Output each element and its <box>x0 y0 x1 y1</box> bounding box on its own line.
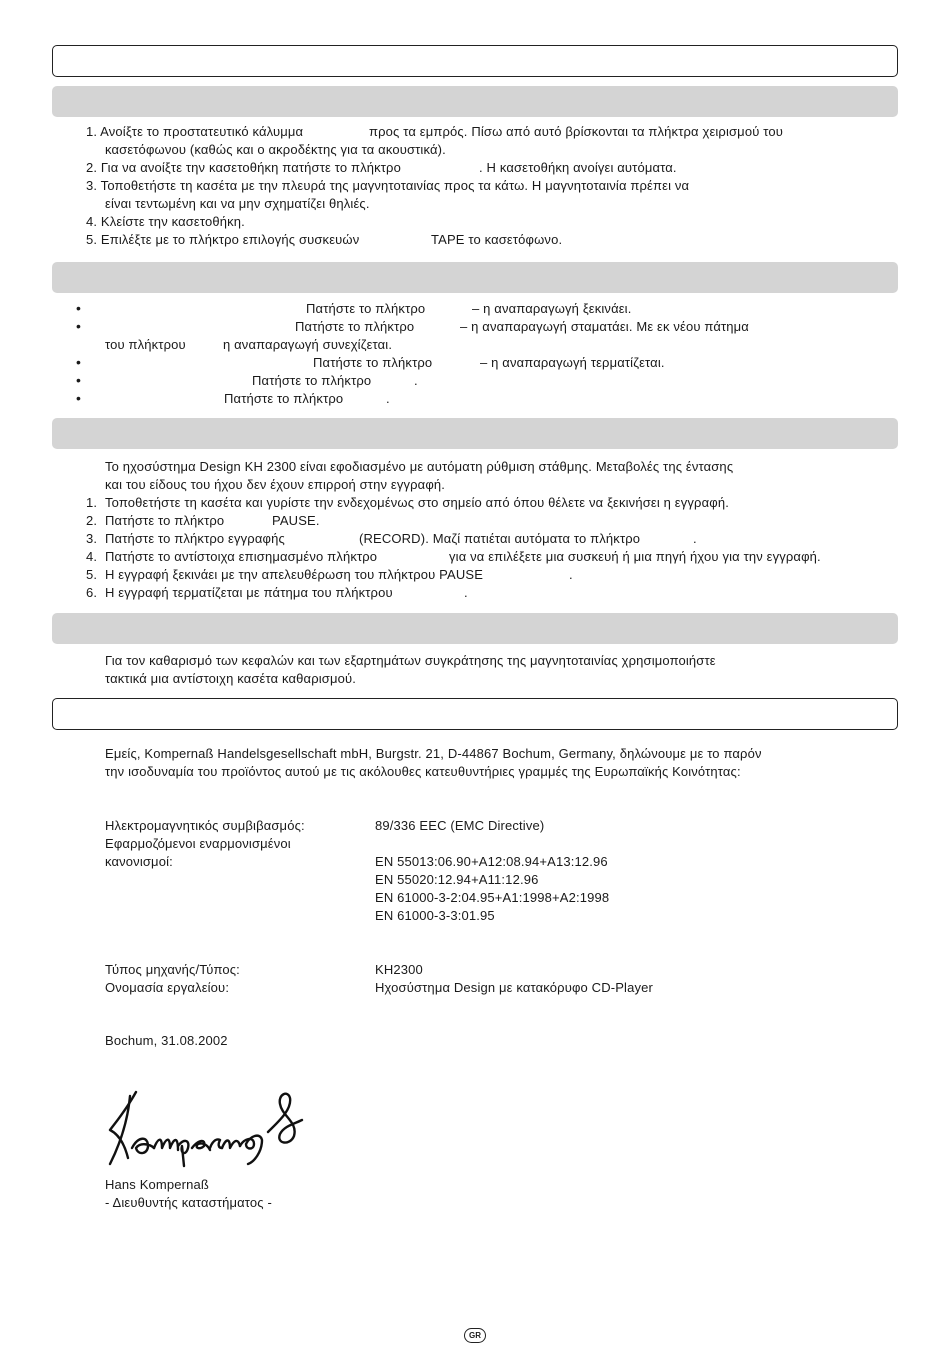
name-label: Ονομασία εργαλείου: <box>105 980 230 995</box>
rec-step-num: 6. <box>86 585 98 600</box>
forward-text-b: . <box>386 391 390 406</box>
step-1a: 1. Ανοίξτε το προστατευτικό κάλυμμα <box>86 124 304 139</box>
declaration-intro-2: την ισοδυναμία του προϊόντος αυτού με τις ακόλουθες κατευθυντήριες γραμμές της Ευρωπαϊκής Κοινότητας: <box>105 764 741 779</box>
place-date: Bochum, 31.08.2002 <box>105 1033 228 1048</box>
pause-text-c: του πλήκτρου <box>105 337 186 352</box>
bullet-marker: • <box>76 300 81 316</box>
type-label: Τύπος μηχανής/Τύπος: <box>105 962 240 977</box>
recording-intro-1: Το ηχοσύστημα Design KH 2300 είναι εφοδιασμένο με αυτόματη ρύθμιση στάθμης. Μεταβολές της έντασης <box>105 459 734 474</box>
forward-text-a: Πατήστε το πλήκτρο <box>224 391 344 406</box>
step-5a: 5. Επιλέξτε με το πλήκτρο επιλογής συσκευών <box>86 232 360 247</box>
rec-step-4b: για να επιλέξετε μια συσκευή ή μια πηγή ήχου για την εγγραφή. <box>449 549 821 564</box>
step-3a: 3. Τοποθετήστε τη κασέτα με την πλευρά της μαγνητοταινίας προς τα κάτω. Η μαγνητοταινία πρέπει να <box>86 178 690 193</box>
rec-step-2b: PAUSE. <box>272 513 320 528</box>
pause-text-b: – η αναπαραγωγή σταματάει. Με εκ νέου πάτημα <box>460 319 749 334</box>
standard-item: EN 55013:06.90+A12:08.94+A13:12.96 <box>375 854 608 869</box>
pause-text-d: η αναπαραγωγή συνεχίζεται. <box>223 337 393 352</box>
emc-label: Ηλεκτρομαγνητικός συμβιβασμός: <box>105 818 305 833</box>
signature <box>104 1088 309 1168</box>
signatory-title: - Διευθυντής καταστήματος - <box>105 1195 272 1210</box>
stop-text-a: Πατήστε το πλήκτρο <box>313 355 433 370</box>
rec-step-num: 4. <box>86 549 98 564</box>
rec-step-3c: . <box>693 531 697 546</box>
rec-step-6b: . <box>464 585 468 600</box>
rec-step-5b: . <box>569 567 573 582</box>
step-2b: . Η κασετοθήκη ανοίγει αυτόματα. <box>479 160 677 175</box>
bullet-marker: • <box>76 372 81 388</box>
step-2a: 2. Για να ανοίξτε την κασετοθήκη πατήστε το πλήκτρο <box>86 160 401 175</box>
bullet-marker: • <box>76 318 81 334</box>
subsection-band-recording <box>52 418 898 449</box>
bullet-marker: • <box>76 390 81 406</box>
declaration-header-box <box>52 698 898 730</box>
rec-step-num: 3. <box>86 531 98 546</box>
rec-step-num: 1. <box>86 495 98 510</box>
subsection-band-cleaning <box>52 613 898 644</box>
pause-text-a: Πατήστε το πλήκτρο <box>295 319 415 334</box>
subsection-band-playback <box>52 262 898 293</box>
rec-step-2a: Πατήστε το πλήκτρο <box>105 513 225 528</box>
step-1b: προς τα εμπρός. Πίσω από αυτό βρίσκονται τα πλήκτρα χειρισμού του <box>369 124 783 139</box>
recording-intro-2: και του είδους του ήχου δεν έχουν επιρροή στην εγγραφή. <box>105 477 446 492</box>
play-text-1a: Πατήστε το πλήκτρο <box>306 301 426 316</box>
step-3b: είναι τεντωμένη και να μην σχηματίζει θηλιές. <box>105 196 370 211</box>
standards-label-1: Εφαρμοζόμενοι εναρμονισμένοι <box>105 836 291 851</box>
bullet-marker: • <box>76 354 81 370</box>
step-4: 4. Κλείστε την κασετοθήκη. <box>86 214 245 229</box>
emc-value: 89/336 EEC (EMC Directive) <box>375 818 545 833</box>
signatory-name: Hans Kompernaß <box>105 1177 209 1192</box>
rewind-text-b: . <box>414 373 418 388</box>
type-value: KH2300 <box>375 962 423 977</box>
stop-text-b: – η αναπαραγωγή τερματίζεται. <box>480 355 665 370</box>
step-5b: TAPE το κασετόφωνο. <box>431 232 563 247</box>
language-badge: GR <box>464 1328 486 1343</box>
subsection-band-insert <box>52 86 898 117</box>
cleaning-line-2: τακτικά μια αντίστοιχη κασέτα καθαρισμού. <box>105 671 357 686</box>
step-1c: κασετόφωνου (καθώς και ο ακροδέκτης για τα ακουστικά). <box>105 142 446 157</box>
cleaning-line-1: Για τον καθαρισμό των κεφαλών και των εξαρτημάτων συγκράτησης της μαγνητοταινίας χρησιμοποιήστε <box>105 653 716 668</box>
declaration-intro-1: Εμείς, Kompernaß Handelsgesellschaft mbH, Burgstr. 21, D-44867 Bochum, Germany, δηλώνουμε με το παρόν <box>105 746 762 761</box>
play-text-1b: – η αναπαραγωγή ξεκινάει. <box>472 301 632 316</box>
rec-step-4a: Πατήστε το αντίστοιχα επισημασμένο πλήκτρο <box>105 549 378 564</box>
rec-step-3b: (RECORD). Μαζί πατιέται αυτόματα το πλήκτρο <box>359 531 641 546</box>
rec-step-6a: Η εγγραφή τερματίζεται με πάτημα του πλήκτρου <box>105 585 393 600</box>
rec-step-5a: Η εγγραφή ξεκινάει με την απελευθέρωση του πλήκτρου PAUSE <box>105 567 484 582</box>
standard-item: EN 55020:12.94+A11:12.96 <box>375 872 539 887</box>
rec-step-1: Τοποθετήστε τη κασέτα και γυρίστε την ενδεχομένως στο σημείο από όπου θέλετε να ξεκινήσει η εγγραφή. <box>105 495 729 510</box>
section-header-box <box>52 45 898 77</box>
standards-label-2: κανονισμοί: <box>105 854 173 869</box>
rec-step-num: 5. <box>86 567 98 582</box>
standard-item: EN 61000-3-2:04.95+A1:1998+A2:1998 <box>375 890 610 905</box>
rewind-text-a: Πατήστε το πλήκτρο <box>252 373 372 388</box>
standard-item: EN 61000-3-3:01.95 <box>375 908 495 923</box>
name-value: Ηχοσύστημα Design με κατακόρυφο CD-Player <box>375 980 653 995</box>
rec-step-3a: Πατήστε το πλήκτρο εγγραφής <box>105 531 285 546</box>
rec-step-num: 2. <box>86 513 98 528</box>
